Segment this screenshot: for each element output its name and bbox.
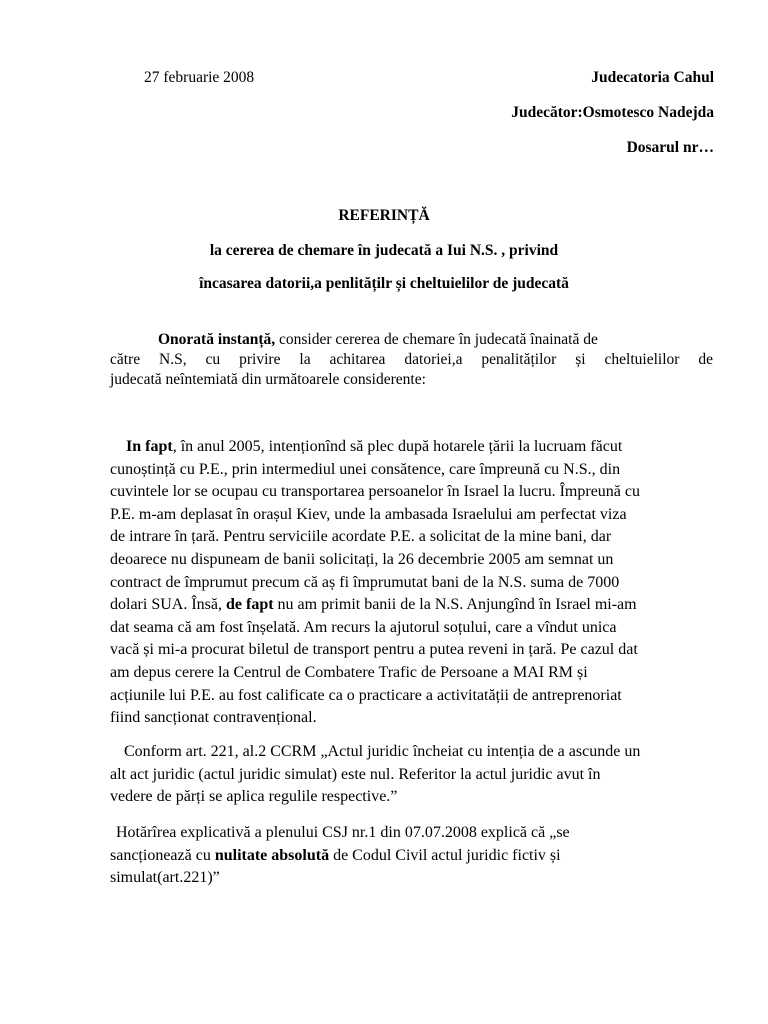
- paragraph-legal-line-3: vedere de părți se aplica regulile respective.”: [110, 788, 398, 806]
- document-subtitle-line-1: la cererea de chemare în judecată a Iui N.S. , privind: [209, 242, 559, 259]
- paragraph-facts-line-13: fiind sancționat contravențional.: [110, 709, 317, 727]
- document-title: REFERINȚĂ: [338, 207, 430, 224]
- facts-lead: In fapt: [126, 438, 173, 455]
- paragraph-facts-line-9: dat seama că am fost înșelată. Am recurs la ajutorul soțului, care a vîndut unica: [110, 618, 617, 636]
- text-span: nu am primit banii de la N.S. Anjungînd în Israel mi-am: [273, 596, 637, 614]
- paragraph-legal-line-1: Conform art. 221, al.2 CCRM „Actul juridic încheiat cu intenția de a ascunde un: [124, 743, 641, 760]
- paragraph-ruling-line-3: simulat(art.221)”: [110, 869, 220, 887]
- file-number: Dosarul nr…: [626, 139, 714, 156]
- paragraph-legal-basis: [110, 741, 720, 809]
- paragraph-facts-line-1: [110, 436, 720, 459]
- paragraph-legal-line-2: alt act juridic (actul juridic simulat) este nul. Referitor la actul juridic avut în: [110, 765, 601, 783]
- paragraph-facts: [110, 436, 720, 730]
- text-span: consider cererea de chemare în judecată înainată de: [275, 331, 598, 348]
- paragraph-intro-line-3: judecată neîntemiată din următoarele considerente:: [110, 371, 426, 388]
- text-span: de Codul Civil actul juridic fictiv și: [329, 846, 561, 864]
- paragraph-facts-line-12: acțiunile lui P.E. au fost calificate ca o practicare a activitatății de antreprenoriat: [110, 686, 622, 704]
- paragraph-facts-line-3: cuvintele lor se ocupau cu transportarea persoanelor în Israel la lucru. Împreună cu: [110, 483, 640, 501]
- emphasis-de-fapt: de fapt: [225, 596, 274, 614]
- paragraph-intro-line-1: [110, 330, 713, 350]
- paragraph-facts-line-11: am depus cerere la Centrul de Combatere Trafic de Persoane a MAI RM și: [110, 663, 588, 681]
- paragraph-facts-line-2: cunoștință cu P.E., prin intermediul unei consătence, care împreună cu N.S., din: [110, 460, 621, 478]
- document-date: 27 februarie 2008: [144, 69, 255, 86]
- paragraph-facts-line-7: contract de împrumut precum că aș fi împrumutat bani de la N.S. suma de 7000: [110, 573, 620, 591]
- text-span: sancționează cu: [110, 846, 215, 864]
- paragraph-ruling-line-1: Hotărîrea explicativă a plenului CSJ nr.1 din 07.07.2008 explică că „se: [116, 824, 570, 841]
- paragraph-facts-line-5: de intrare în țară. Pentru serviciile acordate P.E. a solicitat de la mine bani, dar: [110, 528, 612, 546]
- paragraph-intro: [110, 330, 713, 390]
- text-span: , în anul 2005, intenționînd să plec după hotarele țării la lucruam făcut: [172, 438, 623, 455]
- judge-name: Judecător:Osmotesco Nadejda: [511, 104, 714, 121]
- text-span: dolari SUA. Însă,: [110, 596, 226, 614]
- paragraph-court-ruling: [110, 822, 720, 890]
- document-subtitle-line-2: încasarea datorii,a penlitățilr și cheltuielilor de judecată: [199, 275, 569, 292]
- court-name: Judecatoria Cahul: [591, 69, 714, 86]
- paragraph-ruling-line-2: [110, 845, 720, 868]
- paragraph-facts-line-8: [110, 594, 720, 617]
- paragraph-intro-line-2: către N.S, cu privire la achitarea datoriei,a penalităților și cheltuielilor de: [110, 351, 713, 368]
- paragraph-facts-line-4: P.E. m-am deplasat în orașul Kiev, unde la ambasada Israelului am perfectat viza: [110, 505, 627, 523]
- paragraph-facts-line-6: deoarece nu dispuneam de banii solicitați, la 26 decembrie 2005 am semnat un: [110, 550, 614, 568]
- address-lead: Onorată instanță,: [158, 331, 276, 348]
- paragraph-facts-line-10: vacă și mi-a procurat biletul de transport pentru a putea reveni in țară. Pe cazul dat: [110, 641, 638, 659]
- emphasis-nulitate-absoluta: nulitate absolută: [214, 846, 330, 864]
